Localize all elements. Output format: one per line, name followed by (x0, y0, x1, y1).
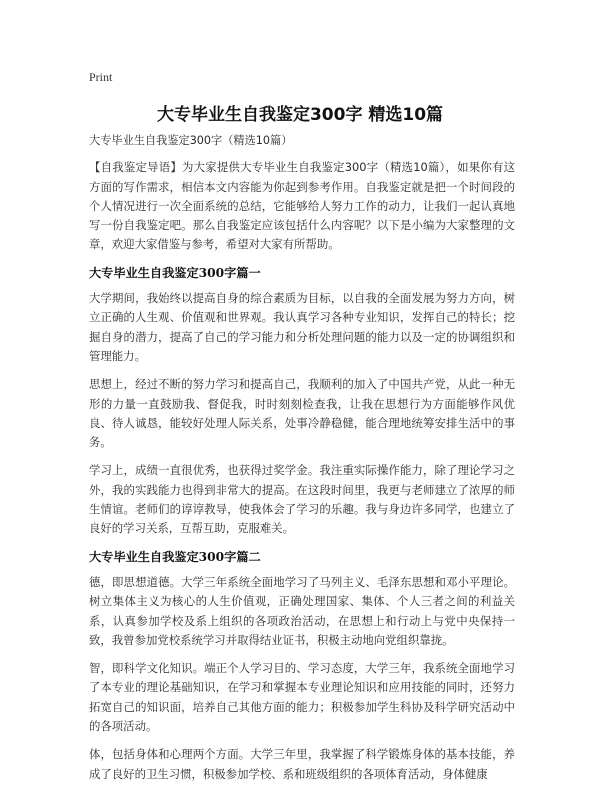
article-body (89, 131, 515, 793)
article-subtitle: 大专毕业生自我鉴定300字（精选10篇） (89, 134, 293, 147)
paragraph: 大学期间，我始终以提高自身的综合素质为目标，以自我的全面发展为努力方向，树立正确的人生观、价值观和世界观。我认真学习各种专业知识，发挥自己的特长；挖掘自身的潜力，提高了自己的学习能力和分析处理问题的能力以及一定的协调组织和管理能力。 (89, 291, 515, 363)
intro-paragraph: 【自我鉴定导语】为大家提供大专毕业生自我鉴定300字（精选10篇），如果你有这方面的写作需求，相信本文内容能为你起到参考作用。自我鉴定就是把一个时间段的个人情况进行一次全面系统的总结，它能够给人努力工作的动力，让我们一起认真地写一份自我鉴定吧。那么自我鉴定应该包括什么内容呢？以下是小编为大家整理的文章，欢迎大家借鉴与参考，希望对大家有所帮助。 (89, 160, 515, 252)
section-heading-1: 大专毕业生自我鉴定300字篇一 (89, 265, 261, 280)
paragraph: 思想上，经过不断的努力学习和提高自己，我顺利的加入了中国共产党，从此一种无形的力量一直鼓励我、督促我，时时刻刻检查我，让我在思想行为方面能够作风优良、待人诚恳，能较好处理人际关系，处事冷静稳健，能合理地统筹安排生活中的事务。 (89, 377, 515, 450)
paragraph: 智，即科学文化知识。端正个人学习目的、学习态度，大学三年，我系统全面地学习了本专业的理论基础知识，在学习和掌握本专业理论知识和应用技能的同时，还努力拓宽自己的知识面，培养自己其他方面的能力；积极参加学生科协及科学研究活动中的各项活动。 (89, 661, 515, 734)
page-title: 大专毕业生自我鉴定300字 精选10篇 (156, 105, 444, 125)
paragraph: 学习上，成绩一直很优秀，也获得过奖学金。我注重实际操作能力，除了理论学习之外，我的实践能力也得到非常大的提高。在这段时间里，我更与老师建立了浓厚的师生情谊。老师们的谆谆教导，使我体会了学习的乐趣。我与身边许多同学，也建立了良好的学习关系，互帮互助，克服难关。 (89, 463, 515, 536)
paragraph: 体，包括身体和心理两个方面。大学三年里，我掌握了科学锻炼身体的基本技能，养成了良好的卫生习惯，积极参加学校、系和班级组织的各项体育活动，身体健康 (89, 747, 515, 781)
paragraph: 德，即思想道德。大学三年系统全面地学习了马列主义、毛泽东思想和邓小平理论。树立集体主义为核心的人生价值观，正确处理国家、集体、个人三者之间的利益关系，认真参加学校及系上组织的各项政治活动，在思想上和行动上与党中央保持一致，我曾参加党校系统学习并取得结业证书，积极主动地向党组织靠拢。 (89, 574, 515, 647)
section-heading-2: 大专毕业生自我鉴定300字篇二 (89, 549, 261, 564)
print-label: Print (89, 70, 113, 84)
